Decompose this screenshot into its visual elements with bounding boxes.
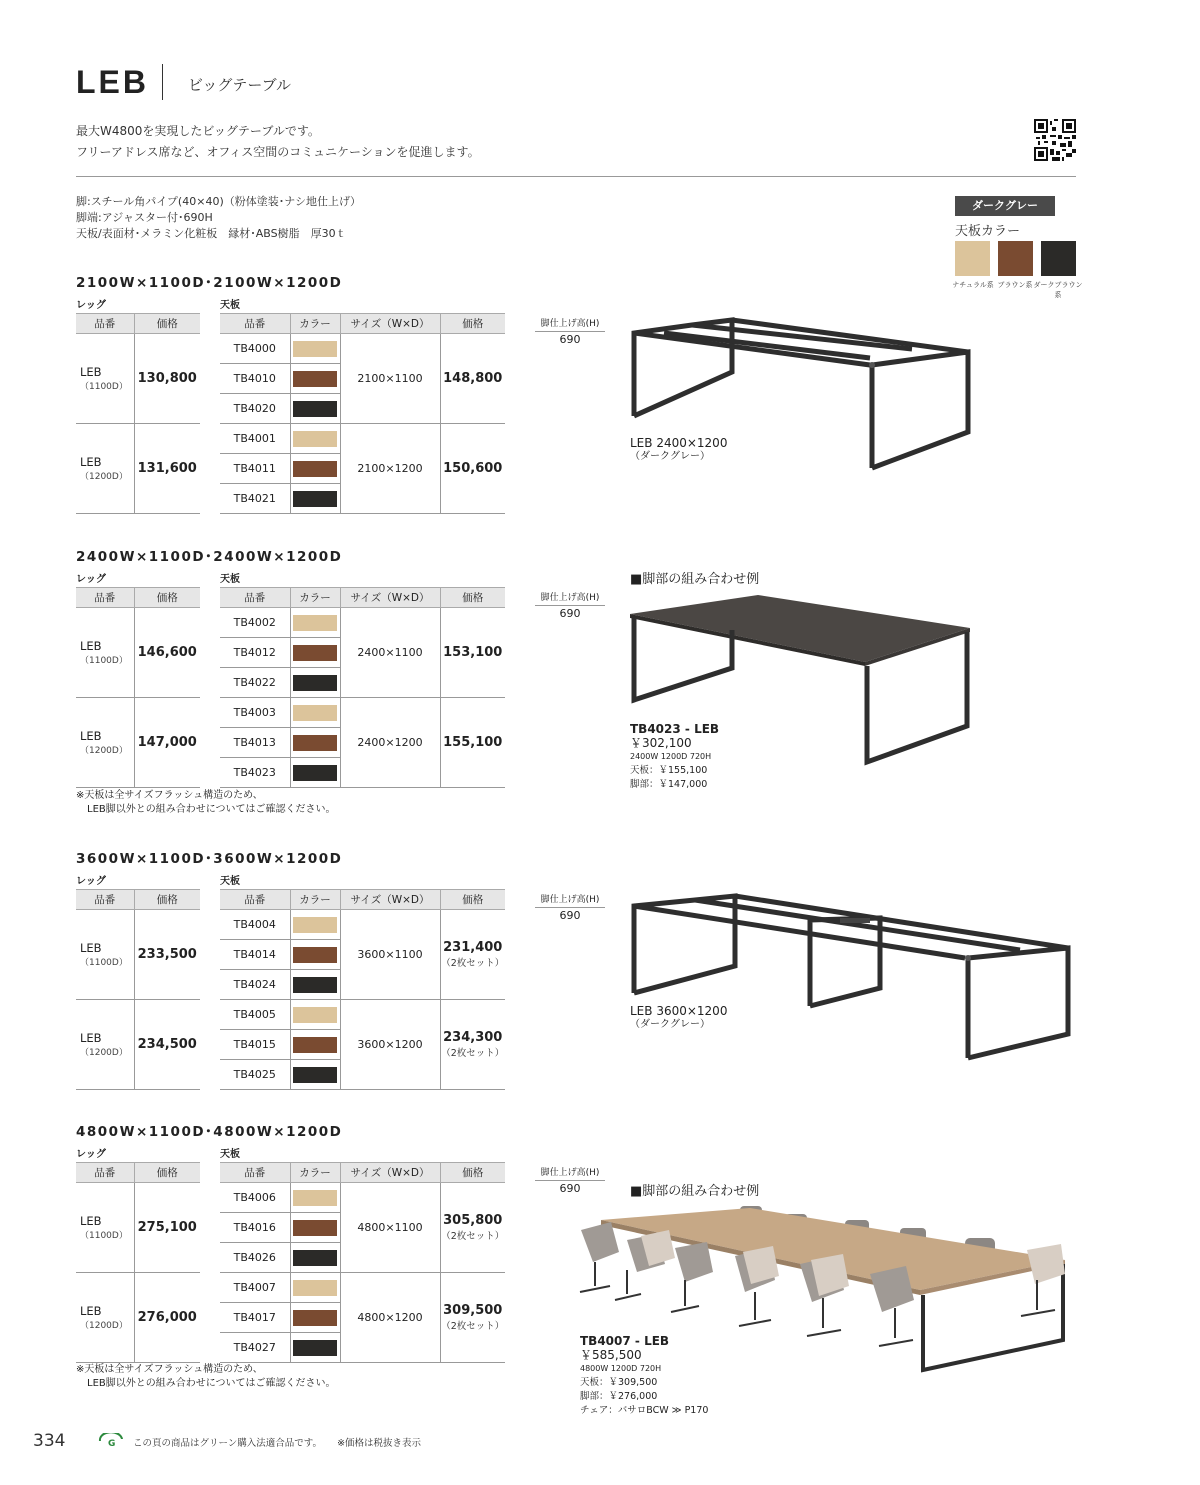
top-size: 2100×1200	[340, 424, 440, 514]
top-price-note: （2枚セット）	[441, 1048, 505, 1059]
leg-code-cell	[76, 334, 134, 424]
top-color-cell	[290, 638, 340, 668]
top-size: 4800×1100	[340, 1183, 440, 1273]
top-price-cell	[440, 910, 505, 1000]
top-code: TB4020	[220, 394, 290, 424]
color-chip	[293, 735, 337, 751]
frame-3600-color: （ダークグレー）	[630, 1019, 710, 1030]
spec-line-1: 脚:スチール角パイプ(40×40)（粉体塗装･ナシ地仕上げ）	[76, 195, 362, 208]
leg-price: 233,500	[134, 910, 200, 1000]
leg-row	[76, 698, 200, 788]
height-value: 690	[559, 1182, 581, 1195]
combo-2400-leg: 脚部：￥147,000	[630, 779, 708, 790]
top-color-cell	[290, 364, 340, 394]
intro-line-1: 最大W4800を実現したビッグテーブルです。	[76, 124, 320, 138]
height-value: 690	[559, 607, 581, 620]
combo-4800-name: TB4007 - LEB	[580, 1334, 670, 1348]
top-code-header: 品番	[220, 314, 290, 334]
height-rule	[535, 1180, 605, 1181]
leg-code-cell	[76, 1000, 134, 1090]
color-chip	[293, 461, 337, 477]
swatch-brown	[998, 241, 1033, 276]
top-size: 2100×1100	[340, 334, 440, 424]
footer-notes	[133, 1435, 421, 1449]
header-rule	[76, 176, 1076, 177]
leg-price: 234,500	[134, 1000, 200, 1090]
top-code: TB4002	[220, 608, 290, 638]
leg-price: 146,600	[134, 608, 200, 698]
color-chip	[293, 401, 337, 417]
top-price: 309,500	[443, 1303, 503, 1318]
top-code: TB4007	[220, 1273, 290, 1303]
top-color-cell	[290, 668, 340, 698]
frame-3600-image	[620, 888, 1080, 1063]
top-label: 天板	[220, 876, 240, 887]
swatch-natural-label: ナチュラル系	[952, 281, 994, 289]
top-price: 150,600	[443, 461, 503, 476]
top-color-cell	[290, 940, 340, 970]
combo-4800-chair: チェア：バサロBCW ≫ P170	[580, 1405, 709, 1416]
leg-depth: （1100D）	[80, 656, 128, 666]
leg-row	[76, 334, 200, 424]
height-label: 脚仕上げ高(H)	[540, 593, 600, 603]
top-size-header: サイズ（W×D）	[340, 1163, 440, 1183]
color-chip	[293, 1067, 337, 1083]
top-color-cell	[290, 454, 340, 484]
top-code: TB4013	[220, 728, 290, 758]
flush-note-1	[76, 789, 336, 817]
leg-label: レッグ	[76, 300, 106, 311]
height-rule	[535, 605, 605, 606]
top-color-cell	[290, 910, 340, 940]
top-row	[220, 1273, 505, 1303]
combo-4800-caption	[580, 1334, 708, 1418]
leg-code-cell	[76, 1183, 134, 1273]
leg-price: 275,100	[134, 1183, 200, 1273]
top-code: TB4026	[220, 1243, 290, 1273]
top-row	[220, 910, 505, 940]
leg-code: LEB	[80, 1214, 102, 1228]
leg-row	[76, 608, 200, 698]
top-code: TB4015	[220, 1030, 290, 1060]
leg-price-header: 価格	[134, 314, 200, 334]
top-price: 153,100	[443, 645, 503, 660]
top-color-cell	[290, 424, 340, 454]
top-code: TB4001	[220, 424, 290, 454]
top-color-cell	[290, 698, 340, 728]
color-chip	[293, 645, 337, 661]
leg-row	[76, 1273, 200, 1363]
top-code: TB4012	[220, 638, 290, 668]
top-price: 234,300	[443, 1030, 503, 1045]
swatch-natural	[955, 241, 990, 276]
top-size: 3600×1200	[340, 1000, 440, 1090]
top-color-cell	[290, 1183, 340, 1213]
leg-code-cell	[76, 1273, 134, 1363]
top-row	[220, 424, 505, 454]
top-size-header: サイズ（W×D）	[340, 890, 440, 910]
leg-price-table	[76, 889, 200, 1090]
combo-2400-caption	[630, 722, 719, 792]
flush-note-line-2: LEB脚以外との組み合わせについてはご確認ください。	[87, 804, 336, 815]
spec-line-3: 天板/表面材･メラミン化粧板 縁材･ABS樹脂 厚30ｔ	[76, 227, 347, 240]
top-color-heading: 天板カラー	[955, 224, 1021, 239]
color-chip	[293, 705, 337, 721]
top-color-cell	[290, 1000, 340, 1030]
top-label: 天板	[220, 300, 240, 311]
page-subtitle: ビッグテーブル	[188, 76, 292, 94]
combo-title-2: ■脚部の組み合わせ例	[630, 1184, 760, 1199]
color-chip	[293, 1037, 337, 1053]
top-code: TB4005	[220, 1000, 290, 1030]
height-rule	[535, 907, 605, 908]
color-chip	[293, 917, 337, 933]
top-price-table	[220, 1162, 505, 1363]
top-size: 3600×1100	[340, 910, 440, 1000]
leg-code: LEB	[80, 1031, 102, 1045]
top-price-cell	[440, 334, 505, 424]
top-price-table	[220, 889, 505, 1090]
flush-note-line-2b: LEB脚以外との組み合わせについてはご確認ください。	[87, 1378, 336, 1389]
top-code: TB4016	[220, 1213, 290, 1243]
top-color-cell	[290, 334, 340, 364]
top-color-cell	[290, 728, 340, 758]
leg-code: LEB	[80, 941, 102, 955]
leg-code: LEB	[80, 365, 102, 379]
leg-code: LEB	[80, 729, 102, 743]
flush-note-line-1: ※天板は全サイズフラッシュ構造のため、	[76, 790, 263, 801]
leg-price-header: 価格	[134, 1163, 200, 1183]
leg-code-header: 品番	[76, 1163, 134, 1183]
top-code: TB4000	[220, 334, 290, 364]
top-color-cell	[290, 1333, 340, 1363]
top-code-header: 品番	[220, 1163, 290, 1183]
top-color-header: カラー	[290, 588, 340, 608]
page-number: 334	[33, 1431, 66, 1451]
top-label: 天板	[220, 574, 240, 585]
top-color-cell	[290, 608, 340, 638]
color-chip	[293, 431, 337, 447]
leg-row	[76, 910, 200, 1000]
combo-4800-dims: 4800W 1200D 720H	[580, 1364, 662, 1373]
height-label: 脚仕上げ高(H)	[540, 1168, 600, 1178]
top-price-cell	[440, 424, 505, 514]
leg-code-cell	[76, 608, 134, 698]
color-chip	[293, 1250, 337, 1266]
green-purchase-note: この頁の商品はグリーン購入法適合品です。	[133, 1438, 323, 1449]
leg-row	[76, 1000, 200, 1090]
top-color-cell	[290, 394, 340, 424]
color-chip	[293, 1310, 337, 1326]
section-title: 2400W×1100D･2400W×1200D	[76, 549, 343, 565]
intro-line-2: フリーアドレス席など、オフィス空間のコミュニケーションを促進します。	[76, 145, 480, 159]
color-chip	[293, 615, 337, 631]
section-title: 2100W×1100D･2100W×1200D	[76, 275, 343, 291]
spec-list	[76, 194, 361, 242]
svg-text:G: G	[108, 1439, 116, 1449]
top-code: TB4014	[220, 940, 290, 970]
color-chip	[293, 1190, 337, 1206]
top-price-cell	[440, 608, 505, 698]
leg-code: LEB	[80, 455, 102, 469]
color-chip	[293, 947, 337, 963]
leg-price-table	[76, 587, 200, 788]
leg-row	[76, 1183, 200, 1273]
combo-2400-dims: 2400W 1200D 720H	[630, 752, 712, 761]
top-color-header: カラー	[290, 1163, 340, 1183]
flush-note-2	[76, 1363, 336, 1391]
top-code: TB4023	[220, 758, 290, 788]
top-row	[220, 608, 505, 638]
color-chip	[293, 977, 337, 993]
leg-label: レッグ	[76, 574, 106, 585]
top-price: 231,400	[443, 940, 503, 955]
flush-note-line-1b: ※天板は全サイズフラッシュ構造のため、	[76, 1364, 263, 1375]
top-code: TB4017	[220, 1303, 290, 1333]
leg-depth: （1100D）	[80, 958, 128, 968]
height-rule	[535, 331, 605, 332]
top-code: TB4010	[220, 364, 290, 394]
top-color-cell	[290, 1030, 340, 1060]
top-code-header: 品番	[220, 890, 290, 910]
top-row	[220, 698, 505, 728]
top-code: TB4027	[220, 1333, 290, 1363]
top-code: TB4022	[220, 668, 290, 698]
intro-text	[76, 121, 480, 163]
top-code: TB4021	[220, 484, 290, 514]
top-code: TB4006	[220, 1183, 290, 1213]
leg-price: 276,000	[134, 1273, 200, 1363]
top-color-cell	[290, 1060, 340, 1090]
top-size-header: サイズ（W×D）	[340, 314, 440, 334]
combo-4800-top: 天板：￥309,500	[580, 1377, 658, 1388]
top-code-header: 品番	[220, 588, 290, 608]
title-divider	[162, 64, 163, 100]
leg-label: レッグ	[76, 876, 106, 887]
top-price-header: 価格	[440, 1163, 505, 1183]
swatch-dark-brown	[1041, 241, 1076, 276]
color-chip	[293, 1007, 337, 1023]
leg-code-header: 品番	[76, 314, 134, 334]
top-code: TB4025	[220, 1060, 290, 1090]
color-chip	[293, 765, 337, 781]
color-chip	[293, 1280, 337, 1296]
top-row	[220, 334, 505, 364]
leg-code: LEB	[80, 639, 102, 653]
top-price-note: （2枚セット）	[441, 1321, 505, 1332]
top-price-table	[220, 587, 505, 788]
leg-price-header: 価格	[134, 588, 200, 608]
height-value: 690	[559, 333, 581, 346]
frame-2400-caption	[630, 436, 727, 464]
tax-note: ※価格は税抜き表示	[337, 1438, 422, 1449]
frame-3600-caption	[630, 1004, 727, 1032]
color-chip	[293, 371, 337, 387]
top-size: 2400×1200	[340, 698, 440, 788]
top-code: TB4024	[220, 970, 290, 1000]
top-price-header: 価格	[440, 890, 505, 910]
top-color-cell	[290, 758, 340, 788]
leg-code-cell	[76, 698, 134, 788]
frame-color-tag: ダークグレー	[955, 196, 1055, 216]
leg-code-header: 品番	[76, 890, 134, 910]
leg-price: 147,000	[134, 698, 200, 788]
color-chip	[293, 1340, 337, 1356]
top-row	[220, 1000, 505, 1030]
height-value: 690	[559, 909, 581, 922]
leg-price-table	[76, 1162, 200, 1363]
leg-code: LEB	[80, 1304, 102, 1318]
top-size: 4800×1200	[340, 1273, 440, 1363]
top-code: TB4011	[220, 454, 290, 484]
leg-depth: （1100D）	[80, 382, 128, 392]
frame-2400-name: LEB 2400×1200	[630, 436, 728, 450]
leg-price: 130,800	[134, 334, 200, 424]
leg-code-cell	[76, 910, 134, 1000]
top-color-header: カラー	[290, 314, 340, 334]
top-color-cell	[290, 1303, 340, 1333]
height-label: 脚仕上げ高(H)	[540, 319, 600, 329]
page-title: LEB	[76, 64, 149, 100]
leg-depth: （1200D）	[80, 746, 128, 756]
top-price-cell	[440, 1273, 505, 1363]
frame-3600-name: LEB 3600×1200	[630, 1004, 728, 1018]
top-color-cell	[290, 970, 340, 1000]
top-price-note: （2枚セット）	[441, 1231, 505, 1242]
top-label: 天板	[220, 1149, 240, 1160]
leg-price-header: 価格	[134, 890, 200, 910]
top-price-note: （2枚セット）	[441, 958, 505, 969]
color-chip	[293, 1220, 337, 1236]
leg-code-header: 品番	[76, 588, 134, 608]
combo-title-1: ■脚部の組み合わせ例	[630, 572, 760, 587]
combo-4800-price: ￥585,500	[580, 1348, 642, 1362]
combo-2400-price: ￥302,100	[630, 736, 692, 750]
combo-2400-top: 天板：￥155,100	[630, 765, 708, 776]
top-price-header: 価格	[440, 588, 505, 608]
leg-label: レッグ	[76, 1149, 106, 1160]
leg-row	[76, 424, 200, 514]
leg-depth: （1200D）	[80, 1321, 128, 1331]
top-price: 155,100	[443, 735, 503, 750]
leg-depth: （1200D）	[80, 1048, 128, 1058]
top-price: 148,800	[443, 371, 503, 386]
top-size-header: サイズ（W×D）	[340, 588, 440, 608]
swatch-dark-brown-label: ダークブラウン系	[1033, 281, 1083, 299]
combo-2400-name: TB4023 - LEB	[630, 722, 720, 736]
top-color-cell	[290, 1243, 340, 1273]
combo-4800-leg: 脚部：￥276,000	[580, 1391, 658, 1402]
top-color-cell	[290, 484, 340, 514]
color-chip	[293, 341, 337, 357]
top-price-header: 価格	[440, 314, 505, 334]
spec-line-2: 脚端:アジャスター付･690H	[76, 211, 213, 224]
top-price-cell	[440, 698, 505, 788]
top-color-cell	[290, 1273, 340, 1303]
top-size: 2400×1100	[340, 608, 440, 698]
top-price: 305,800	[443, 1213, 503, 1228]
leg-price-table	[76, 313, 200, 514]
top-code: TB4003	[220, 698, 290, 728]
green-mark-icon	[95, 1433, 127, 1449]
top-price-cell	[440, 1000, 505, 1090]
leg-depth: （1200D）	[80, 472, 128, 482]
top-price-table	[220, 313, 505, 514]
section-title: 3600W×1100D･3600W×1200D	[76, 851, 343, 867]
frame-2400-color: （ダークグレー）	[630, 451, 710, 462]
top-price-cell	[440, 1183, 505, 1273]
leg-code-cell	[76, 424, 134, 514]
top-color-cell	[290, 1213, 340, 1243]
leg-price: 131,600	[134, 424, 200, 514]
section-title: 4800W×1100D･4800W×1200D	[76, 1124, 343, 1140]
color-chip	[293, 675, 337, 691]
height-label: 脚仕上げ高(H)	[540, 895, 600, 905]
top-code: TB4004	[220, 910, 290, 940]
leg-depth: （1100D）	[80, 1231, 128, 1241]
color-chip	[293, 491, 337, 507]
top-color-header: カラー	[290, 890, 340, 910]
qr-code-icon[interactable]	[1034, 119, 1076, 161]
swatch-brown-label: ブラウン系	[997, 281, 1033, 289]
top-row	[220, 1183, 505, 1213]
